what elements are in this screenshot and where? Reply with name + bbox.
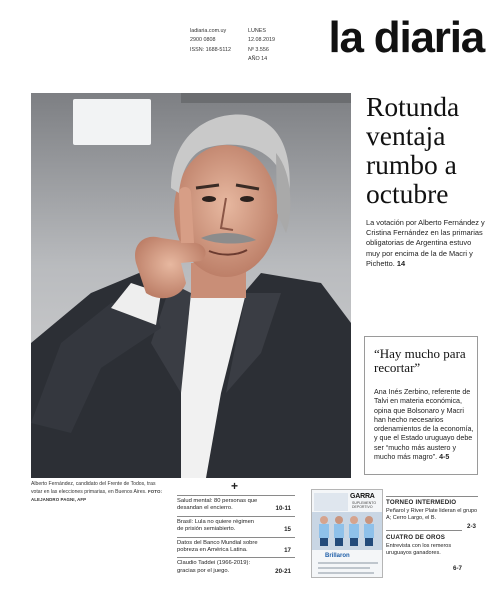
headline-line: octubre bbox=[366, 178, 449, 209]
brief-page: 2-3 bbox=[467, 522, 476, 530]
sports-brand: GARRA bbox=[350, 493, 375, 500]
site-url[interactable]: ladiaria.com.uy bbox=[190, 28, 227, 34]
brief-text: Peñarol y River Plate lideran el grupo A; Cerro Largo, el B. bbox=[386, 508, 478, 522]
quote-box[interactable] bbox=[364, 336, 478, 475]
edition-day: LUNES bbox=[248, 28, 266, 34]
masthead-contact bbox=[190, 27, 231, 55]
index-item-text: Claudio Taddei (1966-2019): gracias por el juego. bbox=[177, 560, 251, 574]
index-item-page: 10-11 bbox=[275, 505, 291, 513]
photo-credit: FOTO: ALEJANDRO PAGNI, AFP bbox=[31, 489, 163, 502]
quote-title: “Hay mucho para recortar” bbox=[374, 346, 466, 376]
headline-line: Rotunda bbox=[366, 91, 460, 122]
brief-page: 6-7 bbox=[453, 564, 462, 572]
photo-caption bbox=[31, 481, 166, 504]
quote-page-ref: 4-5 bbox=[439, 453, 450, 462]
headline-line: rumbo a bbox=[366, 149, 457, 180]
headline-line: ventaja bbox=[366, 120, 446, 151]
sports-subtitle: SUPLEMENTO DEPORTIVO bbox=[352, 501, 377, 509]
main-lede bbox=[366, 218, 486, 269]
index-list bbox=[177, 495, 295, 578]
edition-number: Nº 3.556 bbox=[248, 46, 269, 53]
index-item-text: Brasil: Lula no quiere régimen de prisión semiabierto. bbox=[177, 518, 255, 533]
index-item[interactable] bbox=[177, 537, 295, 558]
index-item-text: Salud mental: 80 personas que desandan el encierro. bbox=[177, 498, 258, 512]
brief-title: TORNEO INTERMEDIO bbox=[386, 499, 457, 506]
edition-year: AÑO 14 bbox=[248, 56, 268, 63]
index-item-text: Datos del Banco Mundial sobre pobreza en América Latina. bbox=[177, 539, 258, 554]
index-item-page: 15 bbox=[284, 526, 291, 534]
caption-text: Alberto Fernández, candidato del Frente de Todos, tras votar en las elecciones primarias, en Buenos Aires. bbox=[31, 481, 156, 495]
main-headline[interactable] bbox=[366, 92, 496, 208]
lede-text: La votación por Alberto Fernández y Cristina Fernández en las primarias obligatorias de Argentina estuvo muy por encima de la de Macri y Pichetto. bbox=[366, 218, 485, 268]
sports-supplement-cover[interactable] bbox=[311, 489, 383, 578]
index-item-page: 17 bbox=[284, 547, 291, 555]
issn: ISSN: 1688-5112 bbox=[190, 46, 231, 53]
brief-item[interactable] bbox=[386, 530, 462, 572]
index-item-page: 20-21 bbox=[275, 567, 291, 575]
edition-date: 12.08.2019 bbox=[248, 37, 275, 44]
index-item[interactable] bbox=[177, 557, 295, 578]
lead-photo[interactable] bbox=[31, 93, 351, 478]
phone-number: 2900 0808 bbox=[190, 37, 216, 44]
newspaper-logo[interactable]: la diaria bbox=[328, 13, 484, 62]
brief-text: Entrevista con los remeros uruguayos ganadores. bbox=[386, 543, 452, 557]
lede-page-ref: 14 bbox=[396, 258, 406, 268]
brief-item[interactable] bbox=[386, 496, 478, 530]
lead-photo-illustration bbox=[31, 93, 351, 478]
sports-headline: Brillaron bbox=[325, 553, 350, 559]
brief-title: CUATRO DE OROS bbox=[386, 534, 446, 541]
plus-icon: + bbox=[231, 479, 239, 493]
index-item[interactable] bbox=[177, 495, 295, 516]
masthead-edition bbox=[248, 27, 275, 65]
quote-text: Ana Inés Zerbino, referente de Talvi en materia económica, opina que Bolsonaro y Macri han hecho necesarios ordenamientos de la economía, y que el Estado uruguayo debe ser “mucho más austero y mucho más magro”. bbox=[374, 388, 474, 462]
index-item[interactable] bbox=[177, 516, 295, 537]
quote-body bbox=[374, 388, 476, 462]
